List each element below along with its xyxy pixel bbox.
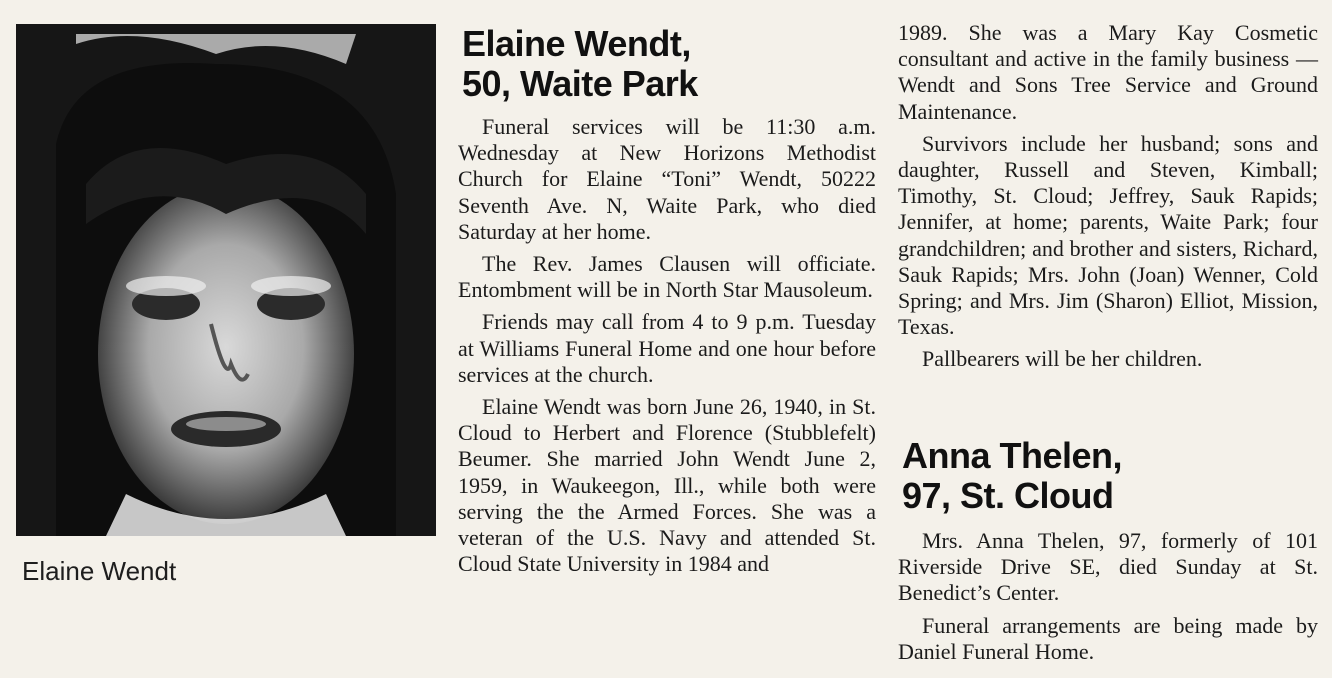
body-paragraph: Funeral services will be 11:30 a.m. Wednesday at New Horizons Methodist Church for Elaine “Toni” Wendt, 50222 Seventh Ave. N, Waite Park, who died Saturday at her home.: [458, 114, 876, 244]
body-paragraph: Pallbearers will be her children.: [922, 346, 1203, 372]
headline-line: Anna Thelen,: [902, 435, 1123, 476]
headline-line: 50, Waite Park: [462, 63, 698, 104]
body-paragraph: Survivors include her husband; sons and daughter, Russell and Steven, Kimball; Timothy, St. Cloud; Jeffrey, Sauk Rapids; Jennifer, at home; parents, Waite Park; four grandchildren; and brother and sisters, Richard, Sauk Rapids; Mrs. John (Joan) Wenner, Cold Spring; and Mrs. Jim (Sharon) Elliot, Mission, Texas.: [898, 130, 1318, 340]
headline-line: Elaine Wendt,: [462, 23, 691, 64]
body-paragraph: Elaine Wendt was born June 26, 1940, in St. Cloud to Herbert and Florence (Stubblefelt) Beumer. She married John Wendt June 2, 1959, in Waukeegon, Ill., while both were serving the the Armed Forces. She was a veteran of the U.S. Navy and attended St. Cloud State University in 1984 and: [458, 394, 876, 577]
body-paragraph: 1989. She was a Mary Kay Cosmetic consultant and active in the family business — Wendt and Sons Tree Service and Ground Maintenance.: [898, 20, 1318, 124]
obituary-column-1: [458, 114, 876, 583]
headline-line: 97, St. Cloud: [902, 475, 1114, 516]
obituary-column-3: [898, 528, 1318, 671]
body-paragraph: Mrs. Anna Thelen, 97, formerly of 101 Riverside Drive SE, died Sunday at St. Benedict’s Center.: [898, 528, 1318, 606]
body-paragraph: The Rev. James Clausen will officiate. Entombment will be in North Star Mausoleum.: [458, 251, 876, 303]
obituary-headline-thelen: [902, 436, 1122, 516]
portrait-photo: [16, 24, 436, 536]
obituary-headline-wendt: [462, 24, 698, 104]
obituary-column-2: [898, 20, 1318, 379]
body-paragraph: Funeral arrangements are being made by Daniel Funeral Home.: [898, 612, 1318, 664]
photo-caption: Elaine Wendt: [22, 556, 177, 586]
body-paragraph: Friends may call from 4 to 9 p.m. Tuesday at Williams Funeral Home and one hour before services at the church.: [458, 309, 876, 387]
